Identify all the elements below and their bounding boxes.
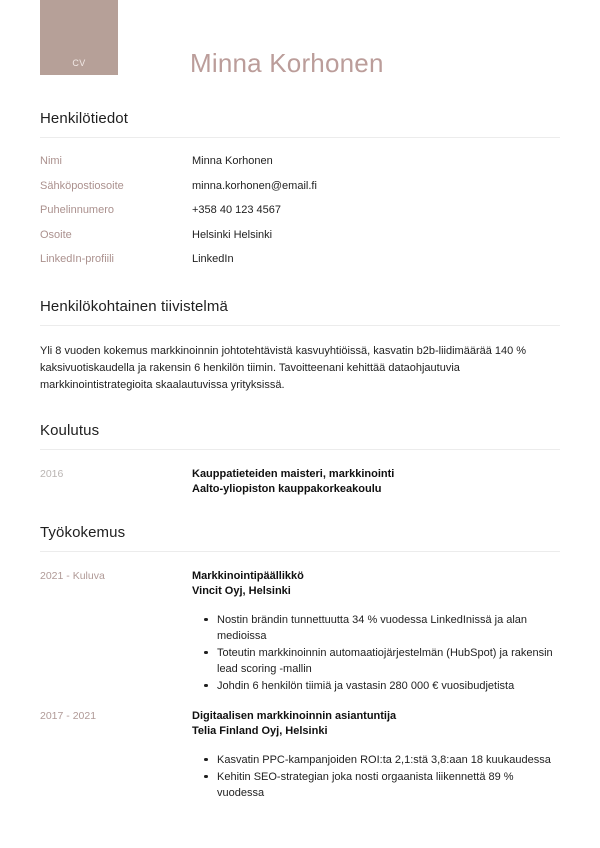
spacer (40, 504, 560, 524)
list-item: Toteutin markkinoinnin automaatiojärjestelmän (HubSpot) ja rakensin lead scoring -mallin (204, 645, 556, 677)
spacer (40, 278, 560, 298)
education-entry-date: 2016 (40, 467, 64, 480)
section-personal-details (40, 110, 560, 265)
section-summary (40, 298, 560, 394)
education-entries (40, 450, 560, 498)
education-entry (40, 467, 560, 498)
personal-detail-row (40, 204, 560, 216)
experience-entry (40, 709, 560, 802)
experience-entries (40, 552, 560, 802)
section-title-experience: Työkokemus (40, 523, 126, 541)
experience-entry-body (192, 569, 560, 695)
page-title: Minna Korhonen (190, 48, 384, 78)
experience-entry-body (192, 709, 560, 802)
list-item: Kehitin SEO-strategian joka nosti orgaanista liikennettä 89 % vuodessa (204, 769, 556, 801)
personal-detail-value: minna.korhonen@email.fi (192, 179, 317, 192)
education-entry-body (192, 467, 560, 498)
personal-detail-label: Sähköpostiosoite (40, 179, 124, 192)
personal-detail-label: Puhelinnumero (40, 204, 114, 216)
experience-entry-bullets (192, 752, 560, 801)
list-item: Nostin brändin tunnettuutta 34 % vuodessa LinkedInissä ja alan medioissa (204, 612, 556, 644)
education-entry-institution: Aalto-yliopiston kauppakorkeakoulu (192, 483, 382, 495)
personal-details-list (40, 138, 560, 265)
experience-entry-title: Markkinointipäällikkö (192, 569, 304, 582)
section-education (40, 422, 560, 498)
personal-detail-label: Nimi (40, 155, 62, 167)
personal-detail-value: Minna Korhonen (192, 155, 273, 167)
experience-entry-date: 2017 - 2021 (40, 709, 97, 722)
personal-detail-label: LinkedIn-profiili (40, 253, 114, 265)
list-item: Johdin 6 henkilön tiimiä ja vastasin 280 000 € vuosibudjetista (204, 678, 556, 694)
section-title-personal-details: Henkilötiedot (40, 110, 129, 127)
education-entry-degree: Kauppatieteiden maisteri, markkinointi (192, 467, 395, 480)
section-title-education: Koulutus (40, 421, 100, 439)
summary-text: Yli 8 vuoden kokemus markkinoinnin johtotehtävistä kasvuyhtiöissä, kasvatin b2b-liidimäärää 140 % kaksivuotiskaudella ja rakensin 6 henkilön tiimin. Tavoitteenani kehittää dataohjautuvia markkinointistrategioita skaalautuvissa yrityksissä. (40, 344, 527, 391)
experience-entry-bullets (192, 612, 560, 694)
personal-detail-value-linkedin[interactable]: LinkedIn (192, 253, 234, 265)
personal-detail-value: +358 40 123 4567 (192, 204, 282, 216)
personal-detail-row (40, 155, 560, 167)
personal-detail-row (40, 180, 560, 192)
list-item: Kasvatin PPC-kampanjoiden ROI:ta 2,1:stä 3,8:aan 18 kuukaudessa (204, 752, 556, 768)
experience-entry-company: Vincit Oyj, Helsinki (192, 585, 291, 597)
cv-badge-label: CV (72, 58, 86, 68)
experience-entry-title: Digitaalisen markkinoinnin asiantuntija (192, 709, 397, 722)
cv-header (40, 0, 560, 110)
spacer (40, 400, 560, 422)
experience-entry-company: Telia Finland Oyj, Helsinki (192, 725, 328, 737)
experience-entry (40, 569, 560, 695)
personal-detail-row (40, 229, 560, 241)
personal-detail-row (40, 253, 560, 265)
personal-detail-value: Helsinki Helsinki (192, 228, 273, 241)
section-experience (40, 524, 560, 802)
cv-badge (40, 0, 118, 75)
experience-entry-date: 2021 - Kuluva (40, 569, 105, 582)
section-title-summary: Henkilökohtainen tiivistelmä (40, 297, 228, 315)
personal-detail-label: Osoite (40, 228, 72, 241)
